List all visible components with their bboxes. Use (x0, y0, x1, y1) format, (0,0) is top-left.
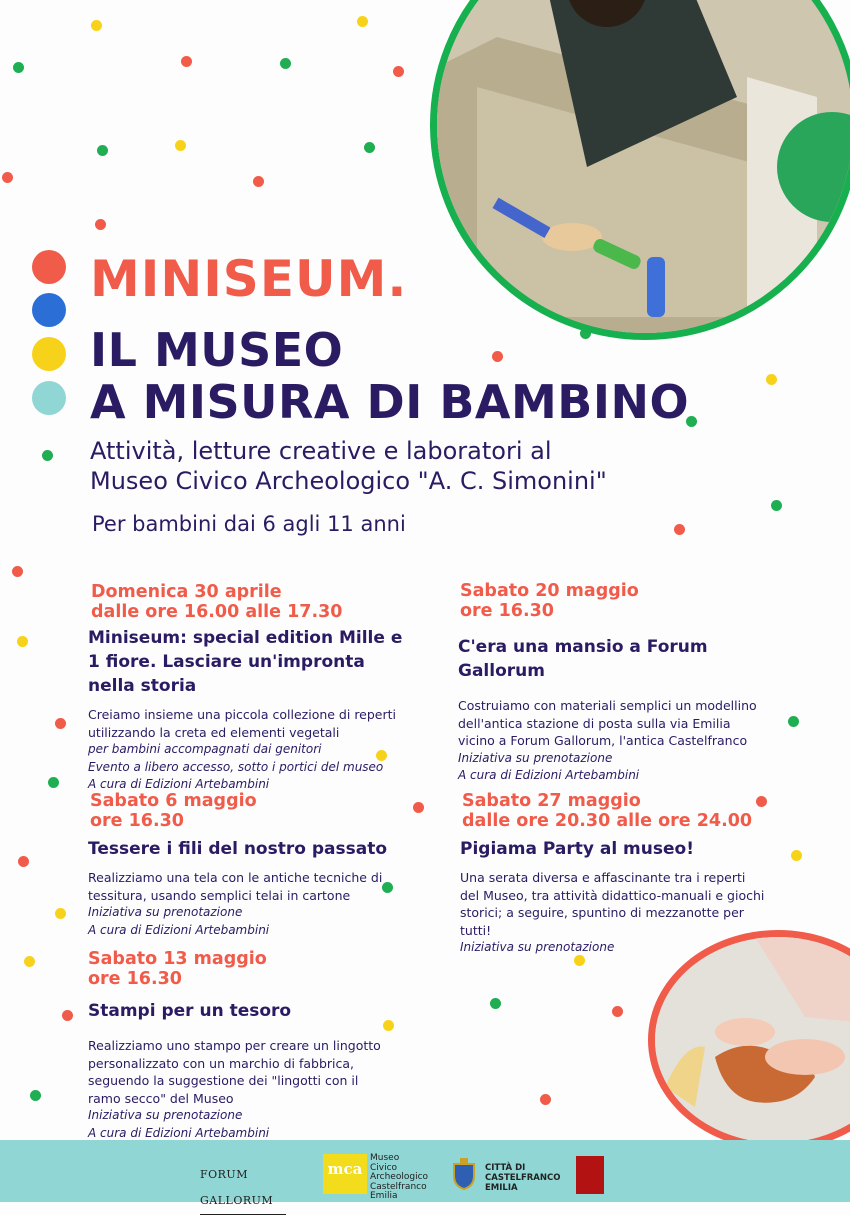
title-museo (90, 324, 689, 428)
event-date: Domenica 30 aprile (91, 582, 282, 602)
partner-logo-icon (576, 1156, 604, 1194)
event-date: Sabato 6 maggio (90, 791, 257, 811)
event-description: Una serata diversa e affascinante tra i reperti del Museo, tra attività didattico-manuali e giochi storici; a seguire, spuntino di mezzanotte per tutti! (460, 870, 765, 938)
event-note: Evento a libero accesso, sotto i portici del museo (88, 759, 384, 774)
event-note: Iniziativa su prenotazione (458, 750, 613, 765)
event-note: A cura di Edizioni Artebambini (458, 768, 640, 782)
event-title: Stampi per un tesoro (88, 1001, 292, 1021)
photo-child-sandbox (430, 0, 850, 340)
citta-text-line: CITTÀ DI (485, 1163, 526, 1173)
forum-gallorum-logo (200, 1152, 286, 1215)
event-title: Miniseum: special edition Mille e 1 fiore. Lasciare un'impronta nella storia (88, 628, 403, 696)
mca-text-line: Museo (370, 1153, 400, 1163)
mca-text-line: Emilia (370, 1191, 398, 1201)
event-description: Costruiamo con materiali semplici un modellino dell'antica stazione di posta sulla via Emilia vicino a Forum Gallorum, l'antica Castelfranco (458, 698, 757, 748)
event-note: A cura di Edizioni Artebambini (88, 777, 270, 791)
title-line-3: A MISURA DI BAMBINO (90, 375, 690, 429)
city-crest-icon (452, 1158, 476, 1190)
event-time: ore 16.30 (88, 969, 182, 989)
event-title: Tessere i fili del nostro passato (88, 839, 387, 859)
title-miniseum: MINISEUM. (90, 250, 408, 308)
event-date: Sabato 27 maggio (462, 791, 641, 811)
mca-text-line: Archeologico (370, 1172, 429, 1182)
event-description: Creiamo insieme una piccola collezione di reperti utilizzando la creta ed elementi vegetali (88, 707, 397, 740)
event-time: dalle ore 16.00 alle 17.30 (91, 602, 343, 622)
event-time: dalle ore 20.30 alle ore 24.00 (462, 811, 753, 831)
event-note: Iniziativa su prenotazione (88, 1108, 243, 1122)
event-note: A cura di Edizioni Artebambini (88, 1125, 270, 1140)
event-description: Realizziamo una tela con le antiche tecniche di tessitura, usando semplici telai in cartone (88, 870, 383, 903)
event-card (88, 791, 413, 939)
subtitle (90, 436, 607, 496)
event-time: ore 16.30 (90, 811, 184, 831)
title-line-2: IL MUSEO (90, 323, 344, 377)
event-card (460, 791, 790, 957)
mca-text-line: Castelfranco (370, 1181, 427, 1192)
event-time: ore 16.30 (460, 601, 554, 621)
photo-clay-hands (648, 930, 850, 1150)
event-note: per bambini accompagnati dai genitori (88, 742, 322, 756)
event-card (88, 582, 413, 794)
citta-text-line: CASTELFRANCO (485, 1173, 561, 1183)
event-card (458, 581, 788, 785)
event-note: Iniziativa su prenotazione (88, 905, 243, 919)
event-title: C'era una mansio a Forum Gallorum (458, 637, 708, 681)
event-note: Iniziativa su prenotazione (460, 940, 615, 954)
event-card (88, 949, 408, 1142)
event-note: A cura di Edizioni Artebambini (88, 922, 270, 937)
mca-logo-text (370, 1154, 428, 1202)
citta-castelfranco-logo (485, 1163, 560, 1193)
subtitle-line-1: Attività, letture creative e laboratori al (90, 437, 552, 465)
age-range: Per bambini dai 6 agli 11 anni (92, 512, 406, 536)
forum-logo-text: FORUM GALLORUM (200, 1152, 286, 1215)
event-date: Sabato 13 maggio (88, 949, 267, 969)
mca-logo: mca (323, 1154, 367, 1194)
citta-text-line: EMILIA (485, 1183, 518, 1193)
event-date: Sabato 20 maggio (460, 581, 639, 601)
event-title: Pigiama Party al museo! (460, 839, 694, 859)
event-description: Realizziamo uno stampo per creare un lingotto personalizzato con un marchio di fabbrica, seguendo la suggestione dei "lingotti con il ramo secco" del Museo (88, 1038, 381, 1106)
subtitle-line-2: Museo Civico Archeologico "A. C. Simonini" (90, 467, 607, 495)
mca-text-line: Civico (370, 1162, 398, 1173)
